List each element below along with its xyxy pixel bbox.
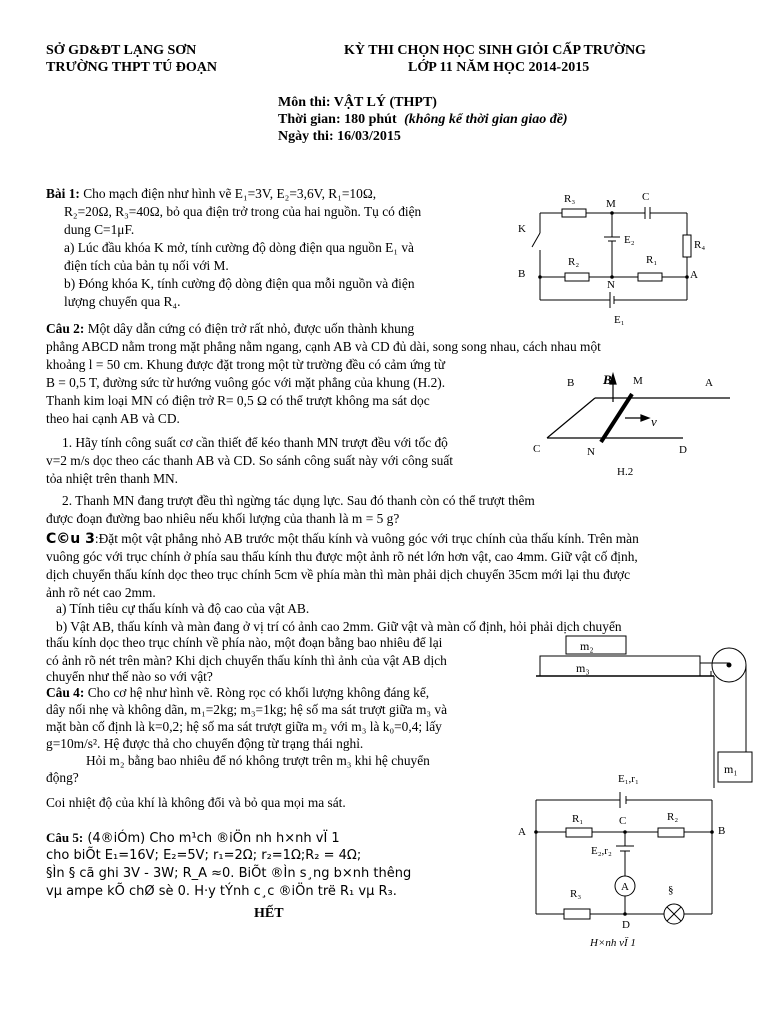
fig4-label-m2: m₂ [580,639,594,653]
q4-line-6: động? [46,770,79,785]
exam-subject: Môn thi: VẬT LÝ (THPT) [278,95,437,110]
fig5-label-e2r2: E₂,r₂ [591,845,612,857]
block-m3 [540,656,700,676]
q5-line-4: vµ ampe kÕ chØ sè 0. H·y tÝnh c¸c ®iÖn trë R₁ vµ R₃. [46,884,397,899]
q3-line-3: dịch chuyển thấu kính dọc theo trục chính 5cm về phía màn thì màn phải dịch chuyển 35cm mới lại thu được [46,567,631,582]
pulley-figure [536,632,758,788]
q3-line-6: b) Vật AB, thấu kính và màn đang ở vị trí có ảnh cao 2mm. Giữ vật và màn cố định, hỏi phải dịch chuyển [56,619,622,634]
exam-title: KỲ THI CHỌN HỌC SINH GIỎI CẤP TRƯỜNG [344,43,646,58]
q2-line-6: theo hai cạnh AB và CD. [46,411,180,426]
q5-label: Câu 5: [46,830,84,845]
fig1-label-k: K [518,223,526,235]
block-m2 [566,636,626,654]
q2-line-11: được đoạn đường bao nhiêu nếu khối lượng của thanh là m = 5 g? [46,511,400,526]
fig1-label-b: B [518,268,526,280]
q2-line-3: khoảng l = 50 cm. Khung được đặt trong một từ trường đều có cảm ứng từ [46,357,446,372]
fig1-label-e2: E₂ [624,234,635,246]
fig5-label-e1r1: E₁,r₁ [618,773,639,785]
q1-line-6: b) Đóng khóa K, tính cường độ dòng điện qua mỗi nguồn và điện [64,276,415,291]
q3-line-4: ảnh rõ nét cao 2mm. [46,585,156,600]
fig2-caption: H.2 [617,466,634,478]
end-marker: HẾT [254,906,284,921]
q2-line-4: B = 0,5 T, đường sức từ hướng vuông góc với mặt phẳng của khung (H.2). [46,375,446,390]
r1-resistor [566,828,592,837]
q4-line-2: dây nối nhẹ và không dãn, m₁=2kg; m₃=1kg; hệ số ma sát trượt giữa m₃ và [46,702,448,717]
q5-line-3: §Ìn § cã ghi 3V - 3W; R_A ≈0. BiÕt ®Ìn s¸ng b×nh thêng [46,866,412,881]
q4-line-3: mặt bàn cố định là k=0,2; hệ số ma sát trượt giữa m₂ với m₃ là k₀=0,4; lấy [46,719,442,734]
exam-time [278,111,568,128]
q2-line-5: Thanh kim loại MN có điện trở R= 0,5 Ω có thể trượt không ma sát dọc [46,393,430,408]
exam-date: Ngày thi: 16/03/2015 [278,129,401,144]
q5-line-1 [46,829,340,847]
fig1-label-c: C [642,191,650,203]
fig5-label-r1: R₁ [572,813,584,825]
q1-line-2: R₂=20Ω, R₃=40Ω, bỏ qua điện trở trong của hai nguồn. Tụ có điện [64,204,422,219]
fig4-label-m1: m₁ [724,762,738,776]
exam-class-year: LỚP 11 NĂM HỌC 2014-2015 [408,60,590,75]
fig2-label-m: M [633,375,643,387]
r4-resistor [683,235,691,257]
r3-resistor [562,209,586,217]
r2-resistor [658,828,684,837]
fig5-label-c: C [619,815,627,827]
q4-label: Câu 4: [46,685,85,700]
q1-line-4: a) Lúc đầu khóa K mở, tính cường độ dòng điện qua nguồn E₁ và [64,240,414,255]
q4-text-1: Cho cơ hệ như hình vẽ. Ròng rọc có khối lượng không đáng kể, [87,685,430,700]
fig2-label-b: B [567,377,575,389]
q2-text-7: 1. Hãy tính công suất cơ cần thiết để kéo thanh MN trượt đều với tốc độ [62,435,448,450]
q3-line-1 [46,530,639,548]
q3-line-7: thấu kính dọc theo trục chính về phía nào, một đoạn bằng bao nhiêu để lại [46,635,443,650]
fig1-label-a: A [690,269,698,281]
q1-line-7: lượng chuyển qua R₄. [64,294,181,309]
q2-line-1 [46,320,414,337]
fig5-label-d: D [622,919,630,931]
q3-line-5: a) Tính tiêu cự thấu kính và độ cao của vật AB. [56,601,310,616]
q2-label: Câu 2: [46,321,85,336]
fig1-label-r2: R₂ [568,256,580,268]
q2-line-10: 2. Thanh MN đang trượt đều thì ngừng tác dụng lực. Sau đó thanh còn có thể trượt thêm [62,493,535,508]
fig5-label-lamp: § [668,884,674,896]
q1-label: Bài 1: [46,186,80,201]
fig1-label-r3: R₃ [564,193,576,205]
fig4-label-m3: m₃ [576,661,590,675]
q4-line-4: g=10m/s². Hệ được thả cho chuyển động từ trạng thái nghỉ. [46,736,364,751]
fig5-label-b: B [718,825,726,837]
q1-line-5: điện tích của bản tụ nối với M. [64,258,229,273]
fig5-label-a: A [518,826,526,838]
q4-line-7: Coi nhiệt độ của khí là không đổi và bỏ qua mọi ma sát. [46,795,346,810]
q2-line-9: tỏa nhiệt trên thanh MN. [46,471,179,486]
fig5-label-ammeter: A [621,881,629,893]
fig2-label-n: N [587,446,595,458]
frame-figure-h2 [525,366,735,478]
fig2-label-v: v [651,414,657,429]
school-department: SỞ GD&ĐT LẠNG SƠN [46,43,197,58]
q1-text-1: Cho mạch điện như hình vẽ E₁=3V, E₂=3,6V, R₁=10Ω, [83,186,377,201]
r2-resistor [565,273,589,281]
fig2-label-c: C [533,443,541,455]
fig5-caption: H×nh vÏ 1 [590,937,636,949]
school-name: TRƯỜNG THPT TÚ ĐOẠN [46,60,218,75]
r1-resistor [638,273,662,281]
q4-line-5: Hỏi m₂ bằng bao nhiêu để nó không trượt trên m₃ khi hệ chuyển [86,753,430,768]
time-label: Thời gian: 180 phút [278,112,397,127]
q3-label: C©u 3 [46,531,95,547]
fig2-label-a: A [705,377,713,389]
q2-line-7 [46,434,448,451]
fig5-label-r2: R₂ [667,811,679,823]
fig5-label-r3: R₃ [570,888,582,900]
q1-line-3: dung C=1μF. [64,222,135,237]
circuit-figure-5 [512,766,738,952]
r3-resistor [564,909,590,919]
fig2-label-bvec: B [603,372,612,387]
fig2-label-d: D [679,444,687,456]
fig1-label-n: N [607,279,615,291]
q3-line-2: vuông góc với trục chính ở phía sau thấu kính thu được một ảnh rõ nét lớn hơn vật, cao 4mm. Giữ vật cố định, [46,549,638,564]
q5-text-1: (4®iÓm) Cho m¹ch ®iÖn nh h×nh vÏ 1 [83,831,340,846]
switch-k [532,233,540,247]
fig1-label-e1: E₁ [614,314,625,326]
circuit-figure-1 [510,185,720,330]
q5-line-2: cho biÕt E₁=16V; E₂=5V; r₁=2Ω; r₂=1Ω;R₂ = 4Ω; [46,848,362,863]
q3-line-9: chuyển như thế nào so với vật? [46,669,213,684]
fig1-label-r4: R₄ [694,239,706,251]
q1-line-1 [46,185,376,202]
q3-line-8: có ảnh rõ nét trên màn? Khi dịch chuyển thấu kính thì ảnh của vật AB dịch [46,653,447,668]
q4-line-1 [46,684,429,701]
fig1-label-m: M [606,198,616,210]
q3-text-1: :Đặt một vật phẳng nhỏ AB trước một thấu kính và vuông góc với trục chính của thấu kính. Trên màn [94,531,639,546]
q2-line-2: phẳng ABCD nằm trong mặt phẳng nằm ngang, cạnh AB và CD đủ dài, song song nhau, cách nhau một [46,339,601,354]
q2-text-1: Một dây dẫn cứng có điện trở rất nhỏ, được uốn thành khung [87,321,415,336]
time-note: (không kể thời gian giao đề) [404,112,568,127]
fig1-label-r1: R₁ [646,254,658,266]
q2-line-8: v=2 m/s dọc theo các thanh AB và CD. So sánh công suất này với công suất [46,453,453,468]
